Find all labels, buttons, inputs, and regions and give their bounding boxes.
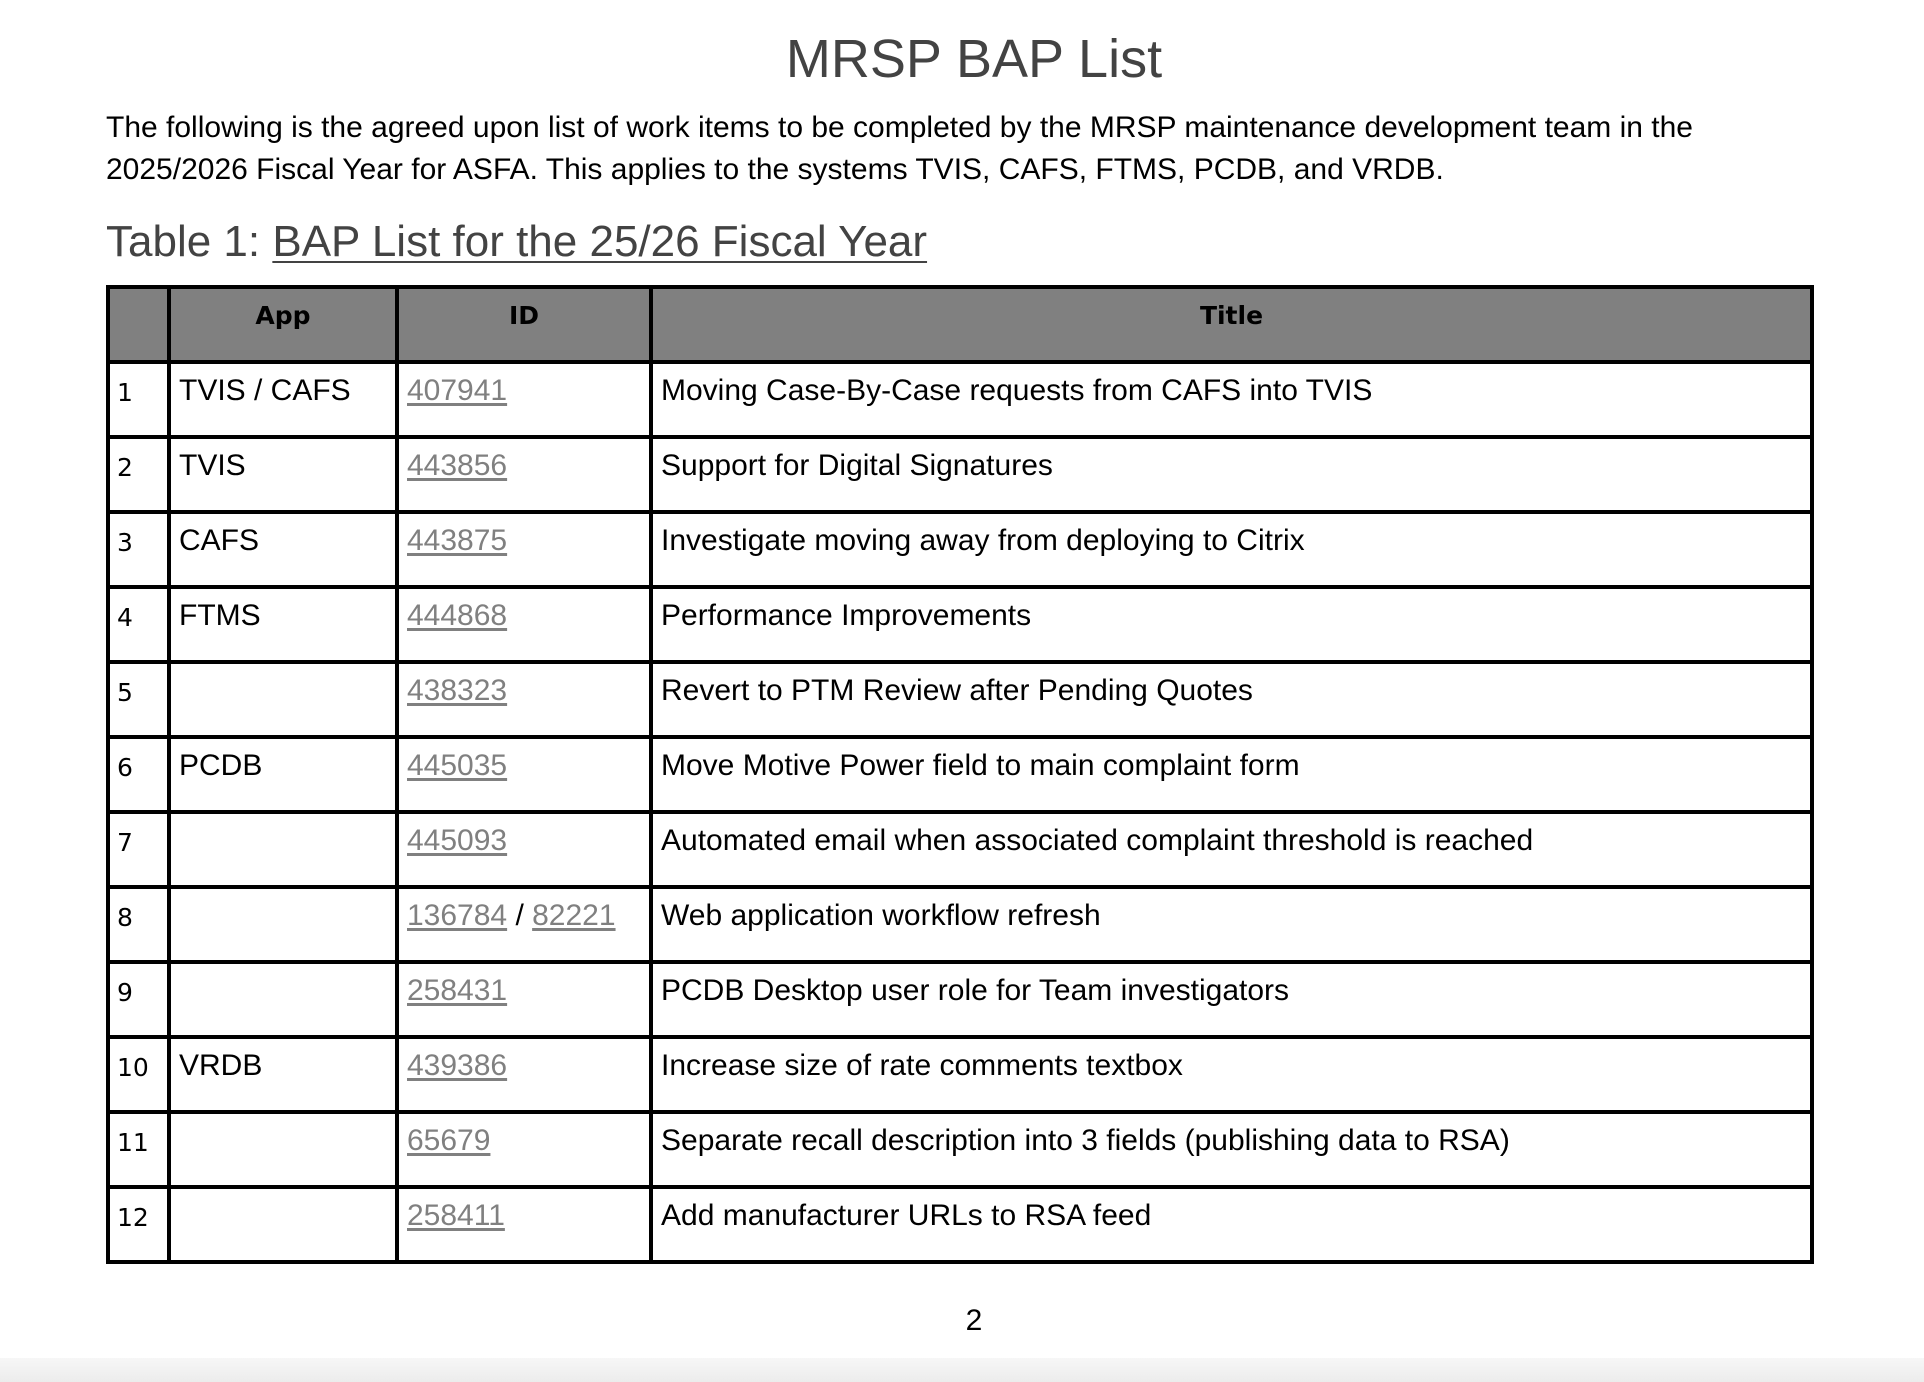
intro-paragraph: The following is the agreed upon list of work items to be completed by the MRSP maintenance development team in the 2025/2026 Fiscal Year for ASFA. This applies to the systems TVIS, CAFS, FTMS, PCDB, and VRDB. — [106, 111, 1693, 186]
row-app — [169, 1112, 397, 1187]
table-row — [108, 737, 1812, 812]
table-row — [108, 512, 1812, 587]
table-row — [108, 1112, 1812, 1187]
work-item-id-link[interactable]: 445035 — [407, 749, 508, 782]
header-id: ID — [397, 287, 651, 362]
table-caption-link[interactable]: BAP List for the 25/26 Fiscal Year — [272, 217, 928, 266]
row-app: FTMS — [169, 587, 397, 662]
work-item-id-link[interactable]: 258411 — [407, 1199, 505, 1232]
table-row — [108, 1037, 1812, 1112]
header-title: Title — [651, 287, 1812, 362]
table-row — [108, 1187, 1812, 1262]
row-app — [169, 1187, 397, 1262]
row-number: 6 — [108, 737, 169, 812]
table-caption — [106, 212, 927, 272]
row-title: Support for Digital Signatures — [651, 437, 1812, 512]
row-id-cell — [397, 587, 651, 662]
row-id-cell — [397, 1187, 651, 1262]
work-item-id-link[interactable]: 439386 — [407, 1049, 508, 1082]
row-id-cell — [397, 887, 651, 962]
row-app: TVIS / CAFS — [169, 362, 397, 437]
row-title: Performance Improvements — [651, 587, 1812, 662]
work-item-id-link[interactable]: 444868 — [407, 599, 508, 632]
row-id-cell — [397, 362, 651, 437]
row-app: VRDB — [169, 1037, 397, 1112]
row-id-cell — [397, 512, 651, 587]
table-row — [108, 887, 1812, 962]
row-title: Separate recall description into 3 fields (publishing data to RSA) — [651, 1112, 1812, 1187]
page-title: MRSP BAP List — [785, 29, 1163, 89]
row-app — [169, 662, 397, 737]
row-number: 7 — [108, 812, 169, 887]
row-id-cell — [397, 1112, 651, 1187]
row-id-cell — [397, 962, 651, 1037]
row-title: Increase size of rate comments textbox — [651, 1037, 1812, 1112]
table-row — [108, 587, 1812, 662]
row-app — [169, 962, 397, 1037]
work-item-id-link[interactable]: 65679 — [407, 1124, 491, 1157]
row-number: 1 — [108, 362, 169, 437]
table-row — [108, 437, 1812, 512]
row-number: 5 — [108, 662, 169, 737]
row-title: PCDB Desktop user role for Team investigators — [651, 962, 1812, 1037]
work-item-id-link[interactable]: 443856 — [407, 449, 508, 482]
row-number: 3 — [108, 512, 169, 587]
table-row — [108, 812, 1812, 887]
work-item-id-link[interactable]: 407941 — [407, 374, 508, 407]
row-app — [169, 887, 397, 962]
row-app — [169, 812, 397, 887]
table-caption-prefix: Table 1: — [106, 217, 273, 266]
row-title: Move Motive Power field to main complaint form — [651, 737, 1812, 812]
row-id-cell — [397, 1037, 651, 1112]
row-app: TVIS — [169, 437, 397, 512]
row-app: PCDB — [169, 737, 397, 812]
work-item-id-link[interactable]: 445093 — [407, 824, 508, 857]
work-item-id-link[interactable]: 258431 — [407, 974, 508, 1007]
row-title: Investigate moving away from deploying to Citrix — [651, 512, 1812, 587]
row-number: 11 — [108, 1112, 169, 1187]
page-bottom-edge — [0, 1358, 1924, 1382]
bap-table — [106, 285, 1814, 1264]
row-title: Add manufacturer URLs to RSA feed — [651, 1187, 1812, 1262]
header-app: App — [169, 287, 397, 362]
row-title: Revert to PTM Review after Pending Quotes — [651, 662, 1812, 737]
work-item-id-link[interactable]: 443875 — [407, 524, 508, 557]
page-number: 2 — [965, 1304, 983, 1337]
row-id-cell — [397, 737, 651, 812]
row-title: Moving Case-By-Case requests from CAFS into TVIS — [651, 362, 1812, 437]
row-title: Automated email when associated complaint threshold is reached — [651, 812, 1812, 887]
row-number: 8 — [108, 887, 169, 962]
header-num — [108, 287, 169, 362]
row-number: 2 — [108, 437, 169, 512]
table-body — [108, 362, 1812, 1262]
row-number: 12 — [108, 1187, 169, 1262]
table-header-row — [108, 287, 1812, 362]
row-id-cell — [397, 812, 651, 887]
row-number: 10 — [108, 1037, 169, 1112]
row-id-cell — [397, 662, 651, 737]
row-id-cell — [397, 437, 651, 512]
table-row — [108, 962, 1812, 1037]
row-title: Web application workflow refresh — [651, 887, 1812, 962]
id-separator: / — [507, 899, 533, 932]
row-number: 9 — [108, 962, 169, 1037]
table-row — [108, 662, 1812, 737]
row-number: 4 — [108, 587, 169, 662]
table-row — [108, 362, 1812, 437]
work-item-id-link[interactable]: 136784 — [407, 899, 508, 932]
work-item-id-link[interactable]: 82221 — [532, 899, 616, 932]
work-item-id-link[interactable]: 438323 — [407, 674, 508, 707]
row-app: CAFS — [169, 512, 397, 587]
